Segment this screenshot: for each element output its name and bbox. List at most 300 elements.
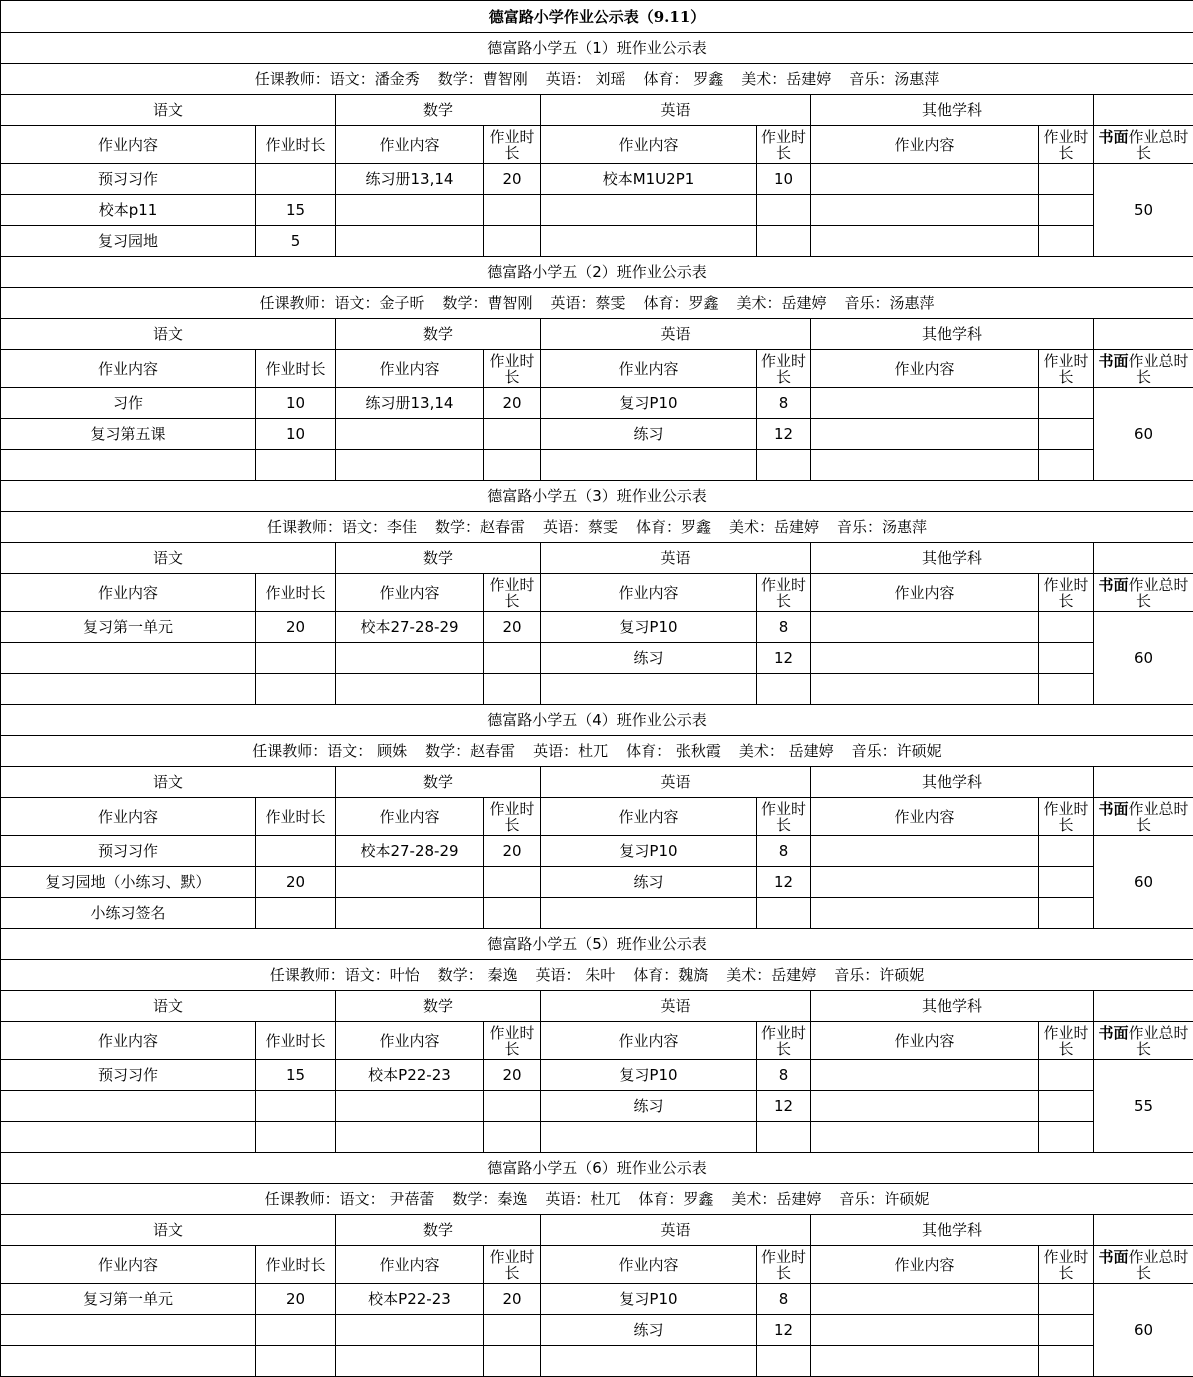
col-content: 作业内容 (1, 350, 256, 388)
homework-content (811, 674, 1039, 705)
homework-content: 预习习作 (1, 164, 256, 195)
homework-content (811, 1284, 1039, 1315)
homework-duration (1039, 195, 1094, 226)
homework-duration (757, 1122, 811, 1153)
homework-duration: 20 (484, 388, 541, 419)
col-duration: 作业时长 (1039, 350, 1094, 388)
homework-content (336, 195, 484, 226)
table-row (1, 612, 1193, 643)
homework-duration: 20 (256, 867, 336, 898)
teacher-entry: 美术：岳建婷 (731, 1191, 821, 1207)
homework-duration (757, 1346, 811, 1377)
col-content: 作业内容 (336, 798, 484, 836)
col-content: 作业内容 (811, 1246, 1039, 1284)
homework-duration (256, 1122, 336, 1153)
homework-duration: 20 (256, 612, 336, 643)
total-duration: 50 (1094, 164, 1193, 257)
teachers-row (1, 512, 1193, 543)
page-title: 德富路小学作业公示表（9.11） (1, 1, 1193, 33)
homework-duration: 15 (256, 1060, 336, 1091)
homework-content (1, 1346, 256, 1377)
subject-english: 英语 (541, 1215, 811, 1246)
homework-duration (256, 643, 336, 674)
homework-duration: 12 (757, 419, 811, 450)
subject-other: 其他学科 (811, 95, 1094, 126)
total-header-rest: 作业总时长 (1129, 352, 1189, 386)
homework-content (1, 1122, 256, 1153)
subject-header-row (1, 1215, 1193, 1246)
class-title-row (1, 929, 1193, 960)
homework-duration (1039, 1122, 1094, 1153)
subject-other: 其他学科 (811, 1215, 1094, 1246)
table-row (1, 643, 1193, 674)
col-duration: 作业时长 (256, 574, 336, 612)
teachers-line (1, 960, 1193, 991)
homework-duration (484, 643, 541, 674)
table-row (1, 1122, 1193, 1153)
subject-chinese: 语文 (1, 543, 336, 574)
column-header-row (1, 574, 1193, 612)
col-duration: 作业时长 (1039, 1246, 1094, 1284)
homework-content (811, 164, 1039, 195)
teachers-line (1, 288, 1193, 319)
total-duration: 60 (1094, 612, 1193, 705)
homework-duration (256, 450, 336, 481)
homework-duration (1039, 419, 1094, 450)
empty-cell (1094, 1215, 1193, 1246)
col-duration: 作业时长 (484, 1022, 541, 1060)
col-duration: 作业时长 (256, 126, 336, 164)
homework-duration (1039, 1315, 1094, 1346)
teacher-entry: 音乐：汤惠萍 (849, 71, 939, 87)
homework-duration (1039, 867, 1094, 898)
teacher-entry: 美术：岳建婷 (737, 295, 827, 311)
homework-duration: 10 (757, 164, 811, 195)
homework-content (336, 1315, 484, 1346)
teacher-entry: 英语：蔡雯 (550, 295, 625, 311)
total-header-rest: 作业总时长 (1129, 800, 1189, 834)
homework-content (336, 898, 484, 929)
homework-content (541, 1346, 757, 1377)
homework-duration (1039, 836, 1094, 867)
homework-content (541, 450, 757, 481)
teacher-entry: 体育： 罗鑫 (644, 71, 724, 87)
teacher-entry: 体育：罗鑫 (644, 295, 719, 311)
col-duration: 作业时长 (757, 574, 811, 612)
col-duration: 作业时长 (256, 1022, 336, 1060)
homework-duration (1039, 388, 1094, 419)
table-row (1, 388, 1193, 419)
class-title: 德富路小学五（5）班作业公示表 (1, 929, 1193, 960)
class-title-row (1, 705, 1193, 736)
homework-duration (484, 898, 541, 929)
homework-content (336, 1122, 484, 1153)
col-content: 作业内容 (541, 798, 757, 836)
homework-duration (1039, 164, 1094, 195)
homework-duration: 10 (256, 419, 336, 450)
teacher-entry: 任课教师：语文：叶怡 (270, 967, 420, 983)
homework-duration: 20 (484, 1060, 541, 1091)
homework-content (336, 1091, 484, 1122)
col-content: 作业内容 (541, 1022, 757, 1060)
table-row (1, 898, 1193, 929)
empty-cell (1094, 767, 1193, 798)
subject-math: 数学 (336, 767, 541, 798)
homework-content (336, 450, 484, 481)
empty-cell (1094, 543, 1193, 574)
subject-chinese: 语文 (1, 767, 336, 798)
subject-header-row (1, 319, 1193, 350)
homework-content (541, 226, 757, 257)
homework-content (811, 1060, 1039, 1091)
subject-english: 英语 (541, 767, 811, 798)
homework-duration (484, 195, 541, 226)
col-duration: 作业时长 (1039, 798, 1094, 836)
total-header-bold: 书面 (1098, 576, 1128, 594)
teachers-line (1, 64, 1193, 95)
teachers-row (1, 288, 1193, 319)
class-title-row (1, 1153, 1193, 1184)
homework-content: 练习册13,14 (336, 164, 484, 195)
teachers-row (1, 64, 1193, 95)
subject-other: 其他学科 (811, 543, 1094, 574)
col-content: 作业内容 (811, 1022, 1039, 1060)
homework-content (1, 1315, 256, 1346)
total-duration: 60 (1094, 836, 1193, 929)
subject-math: 数学 (336, 95, 541, 126)
homework-content (1, 674, 256, 705)
col-content: 作业内容 (1, 1022, 256, 1060)
teacher-entry: 体育： 张秋霞 (626, 743, 721, 759)
teacher-entry: 音乐：许硕妮 (834, 967, 924, 983)
col-content: 作业内容 (336, 350, 484, 388)
column-header-row (1, 126, 1193, 164)
class-title: 德富路小学五（1）班作业公示表 (1, 33, 1193, 64)
teacher-entry: 英语：杜兀 (533, 743, 608, 759)
col-content: 作业内容 (1, 574, 256, 612)
subject-english: 英语 (541, 543, 811, 574)
homework-duration: 8 (757, 1060, 811, 1091)
col-content: 作业内容 (541, 126, 757, 164)
col-total-duration (1094, 126, 1193, 164)
subject-other: 其他学科 (811, 319, 1094, 350)
homework-content (1, 643, 256, 674)
homework-duration (256, 1315, 336, 1346)
teacher-entry: 数学：赵春雷 (435, 519, 525, 535)
total-header-rest: 作业总时长 (1129, 128, 1189, 162)
homework-duration (484, 450, 541, 481)
homework-content (811, 195, 1039, 226)
teacher-entry: 数学：曹智刚 (442, 295, 532, 311)
homework-content (811, 867, 1039, 898)
homework-content: 校本p11 (1, 195, 256, 226)
col-content: 作业内容 (336, 1246, 484, 1284)
homework-content: 复习第一单元 (1, 1284, 256, 1315)
col-content: 作业内容 (541, 1246, 757, 1284)
col-total-duration (1094, 350, 1193, 388)
homework-content (811, 450, 1039, 481)
col-content: 作业内容 (811, 798, 1039, 836)
homework-content (541, 195, 757, 226)
col-content: 作业内容 (336, 1022, 484, 1060)
homework-duration: 5 (256, 226, 336, 257)
col-duration: 作业时长 (484, 350, 541, 388)
subject-other: 其他学科 (811, 991, 1094, 1022)
homework-duration (1039, 1060, 1094, 1091)
column-header-row (1, 798, 1193, 836)
homework-duration: 12 (757, 1315, 811, 1346)
total-header-bold: 书面 (1098, 1248, 1128, 1266)
subject-math: 数学 (336, 543, 541, 574)
table-row (1, 226, 1193, 257)
col-content: 作业内容 (811, 574, 1039, 612)
homework-content: 校本P22-23 (336, 1060, 484, 1091)
homework-content: 预习习作 (1, 836, 256, 867)
homework-content (541, 898, 757, 929)
homework-content (811, 226, 1039, 257)
homework-duration (757, 898, 811, 929)
homework-content: 小练习签名 (1, 898, 256, 929)
teachers-row (1, 1184, 1193, 1215)
homework-content: 复习第一单元 (1, 612, 256, 643)
total-header-bold: 书面 (1098, 1024, 1128, 1042)
col-total-duration (1094, 798, 1193, 836)
homework-content: 习作 (1, 388, 256, 419)
class-title: 德富路小学五（3）班作业公示表 (1, 481, 1193, 512)
table-row (1, 1284, 1193, 1315)
teacher-entry: 任课教师：语文： 尹蓓蕾 (265, 1191, 435, 1207)
teachers-row (1, 736, 1193, 767)
col-duration: 作业时长 (484, 798, 541, 836)
homework-duration (1039, 674, 1094, 705)
column-header-row (1, 1022, 1193, 1060)
homework-content: 复习P10 (541, 1284, 757, 1315)
subject-math: 数学 (336, 1215, 541, 1246)
homework-content: 练习 (541, 643, 757, 674)
homework-content (811, 1091, 1039, 1122)
teacher-entry: 音乐：许硕妮 (852, 743, 942, 759)
homework-duration (757, 674, 811, 705)
subject-chinese: 语文 (1, 319, 336, 350)
teachers-line (1, 512, 1193, 543)
col-content: 作业内容 (1, 798, 256, 836)
homework-duration (1039, 898, 1094, 929)
homework-duration (484, 226, 541, 257)
table-row (1, 1060, 1193, 1091)
homework-content: 复习P10 (541, 1060, 757, 1091)
homework-content (811, 1122, 1039, 1153)
col-duration: 作业时长 (757, 798, 811, 836)
subject-header-row (1, 95, 1193, 126)
teacher-entry: 英语： 刘瑶 (546, 71, 626, 87)
homework-content: 练习 (541, 419, 757, 450)
teacher-entry: 数学： 秦逸 (438, 967, 518, 983)
column-header-row (1, 350, 1193, 388)
col-duration: 作业时长 (757, 350, 811, 388)
homework-content (336, 674, 484, 705)
col-total-duration (1094, 574, 1193, 612)
teacher-entry: 体育：魏旖 (633, 967, 708, 983)
empty-cell (1094, 319, 1193, 350)
homework-duration: 20 (484, 612, 541, 643)
col-duration: 作业时长 (757, 1246, 811, 1284)
homework-duration: 8 (757, 1284, 811, 1315)
homework-content: 练习 (541, 1315, 757, 1346)
teacher-entry: 英语：蔡雯 (543, 519, 618, 535)
homework-duration (1039, 226, 1094, 257)
homework-content (336, 1346, 484, 1377)
homework-duration: 20 (484, 164, 541, 195)
homework-content: 复习第五课 (1, 419, 256, 450)
teacher-entry: 音乐：汤惠萍 (845, 295, 935, 311)
homework-duration (1039, 1346, 1094, 1377)
homework-duration (484, 1091, 541, 1122)
homework-content: 复习园地 (1, 226, 256, 257)
col-duration: 作业时长 (757, 126, 811, 164)
total-duration: 55 (1094, 1060, 1193, 1153)
homework-content: 复习P10 (541, 612, 757, 643)
homework-duration: 15 (256, 195, 336, 226)
total-header-bold: 书面 (1098, 128, 1128, 146)
homework-content: 预习习作 (1, 1060, 256, 1091)
homework-content: 校本27-28-29 (336, 836, 484, 867)
col-duration: 作业时长 (757, 1022, 811, 1060)
homework-content: 复习园地（小练习、默） (1, 867, 256, 898)
class-title-row (1, 257, 1193, 288)
class-title: 德富路小学五（2）班作业公示表 (1, 257, 1193, 288)
homework-duration (1039, 1284, 1094, 1315)
homework-content: 练习册13,14 (336, 388, 484, 419)
class-title-row (1, 33, 1193, 64)
homework-duration (757, 226, 811, 257)
teacher-entry: 任课教师：语文：潘金秀 (255, 71, 420, 87)
subject-math: 数学 (336, 991, 541, 1022)
table-row (1, 1091, 1193, 1122)
homework-duration: 8 (757, 836, 811, 867)
homework-content: 练习 (541, 867, 757, 898)
col-duration: 作业时长 (484, 126, 541, 164)
homework-content (336, 867, 484, 898)
class-title: 德富路小学五（4）班作业公示表 (1, 705, 1193, 736)
homework-duration: 20 (484, 1284, 541, 1315)
empty-cell (1094, 991, 1193, 1022)
homework-duration: 12 (757, 867, 811, 898)
homework-duration (256, 1346, 336, 1377)
col-duration: 作业时长 (1039, 126, 1094, 164)
subject-chinese: 语文 (1, 95, 336, 126)
homework-content: 校本27-28-29 (336, 612, 484, 643)
teacher-entry: 数学：秦逸 (452, 1191, 527, 1207)
total-header-bold: 书面 (1098, 352, 1128, 370)
total-header-rest: 作业总时长 (1129, 1248, 1189, 1282)
homework-duration: 20 (256, 1284, 336, 1315)
total-duration: 60 (1094, 1284, 1193, 1377)
total-header-bold: 书面 (1098, 800, 1128, 818)
homework-duration (757, 195, 811, 226)
teacher-entry: 英语：杜兀 (545, 1191, 620, 1207)
homework-content (811, 1315, 1039, 1346)
subject-english: 英语 (541, 319, 811, 350)
homework-duration: 10 (256, 388, 336, 419)
homework-content (811, 643, 1039, 674)
homework-content: 校本M1U2P1 (541, 164, 757, 195)
table-row (1, 867, 1193, 898)
col-content: 作业内容 (811, 350, 1039, 388)
subject-header-row (1, 543, 1193, 574)
table-row (1, 836, 1193, 867)
teacher-entry: 英语： 朱叶 (535, 967, 615, 983)
homework-duration (484, 867, 541, 898)
homework-duration: 20 (484, 836, 541, 867)
homework-content (811, 419, 1039, 450)
homework-duration (484, 674, 541, 705)
table-row (1, 419, 1193, 450)
teacher-entry: 体育：罗鑫 (638, 1191, 713, 1207)
teachers-line (1, 1184, 1193, 1215)
homework-duration: 12 (757, 643, 811, 674)
subject-header-row (1, 991, 1193, 1022)
homework-content: 复习P10 (541, 836, 757, 867)
total-duration: 60 (1094, 388, 1193, 481)
homework-duration: 12 (757, 1091, 811, 1122)
teacher-entry: 体育：罗鑫 (636, 519, 711, 535)
homework-duration (1039, 450, 1094, 481)
subject-chinese: 语文 (1, 991, 336, 1022)
teacher-entry: 任课教师：语文：李佳 (267, 519, 417, 535)
homework-duration (1039, 643, 1094, 674)
col-duration: 作业时长 (1039, 1022, 1094, 1060)
teacher-entry: 数学：曹智刚 (438, 71, 528, 87)
subject-chinese: 语文 (1, 1215, 336, 1246)
col-total-duration (1094, 1022, 1193, 1060)
col-duration: 作业时长 (256, 350, 336, 388)
teachers-line (1, 736, 1193, 767)
homework-duration (256, 836, 336, 867)
class-title-row (1, 481, 1193, 512)
homework-duration (1039, 1091, 1094, 1122)
homework-duration (256, 898, 336, 929)
subject-header-row (1, 767, 1193, 798)
homework-content (336, 419, 484, 450)
total-header-rest: 作业总时长 (1129, 1024, 1189, 1058)
homework-content (811, 836, 1039, 867)
table-row (1, 674, 1193, 705)
col-content: 作业内容 (541, 350, 757, 388)
col-total-duration (1094, 1246, 1193, 1284)
col-duration: 作业时长 (256, 1246, 336, 1284)
col-duration: 作业时长 (1039, 574, 1094, 612)
col-duration: 作业时长 (484, 574, 541, 612)
subject-math: 数学 (336, 319, 541, 350)
table-row (1, 450, 1193, 481)
homework-duration (757, 450, 811, 481)
col-content: 作业内容 (1, 126, 256, 164)
homework-duration (256, 1091, 336, 1122)
teacher-entry: 美术：岳建婷 (741, 71, 831, 87)
homework-content (541, 1122, 757, 1153)
homework-content (336, 226, 484, 257)
teacher-entry: 数学：赵春雷 (425, 743, 515, 759)
homework-content (541, 674, 757, 705)
table-row (1, 1315, 1193, 1346)
col-duration: 作业时长 (256, 798, 336, 836)
col-content: 作业内容 (1, 1246, 256, 1284)
homework-content: 校本P22-23 (336, 1284, 484, 1315)
homework-content: 练习 (541, 1091, 757, 1122)
homework-content (811, 898, 1039, 929)
homework-duration: 8 (757, 612, 811, 643)
teacher-entry: 美术：岳建婷 (729, 519, 819, 535)
